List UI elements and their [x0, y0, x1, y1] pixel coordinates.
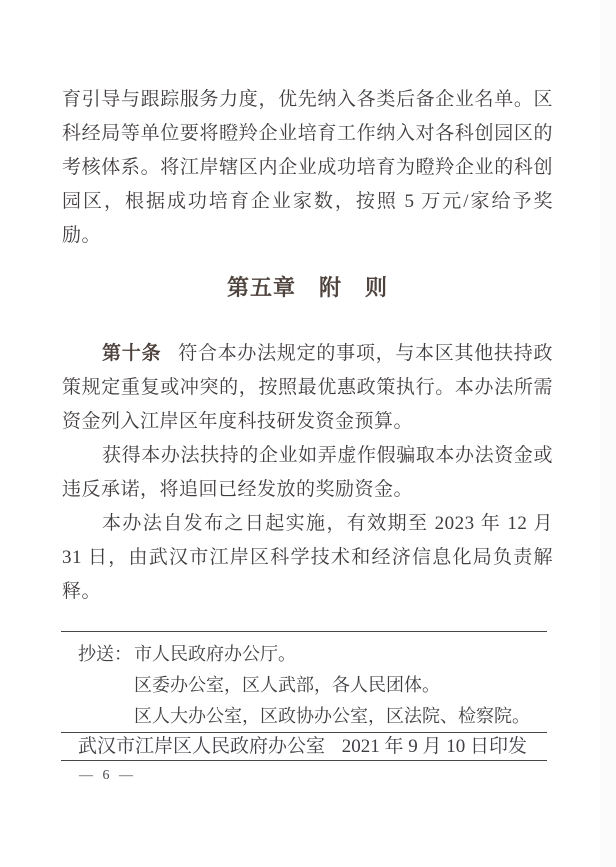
scan-edge: [600, 0, 616, 867]
issuing-office: 武汉市江岸区人民政府办公室: [78, 736, 326, 757]
footer-rule-bottom: [61, 760, 547, 761]
document-body: [62, 83, 553, 609]
cc-label: 抄送：: [78, 644, 132, 664]
cc-line-3: 区人大办公室，区政协办公室，区法院、检察院。: [134, 706, 530, 726]
chapter-heading: 第五章 附 则: [226, 275, 388, 300]
footer-rule-middle: [61, 732, 547, 733]
page-number: — 6 —: [79, 768, 136, 783]
cc-block: [78, 639, 548, 732]
article-10-text: 符合本办法规定的事项，与本区其他扶持政策规定重复或冲突的，按照最优惠政策执行。本办法所需资金列入江岸区年度科技研发资金预算。: [62, 343, 553, 432]
issue-line: [78, 735, 527, 759]
cc-lines: [134, 639, 548, 732]
cc-line-1: 市人民政府办公厅。: [134, 644, 296, 664]
footer-rule-top: [61, 631, 547, 632]
paragraph-effective-date: 本办法自发布之日起实施，有效期至 2023 年 12 月 31 日，由武汉市江岸区科学技术和经济信息化局负责解释。: [62, 513, 553, 602]
paragraph-article-10: [62, 337, 553, 439]
paragraph-penalty: 获得本办法扶持的企业如弄虚作假骗取本办法资金或违反承诺，将追回已经发放的奖励资金。: [62, 445, 553, 500]
cc-line-2: 区委办公室，区人武部，各人民团体。: [134, 675, 440, 695]
print-date: 2021 年 9 月 10 日印发: [341, 736, 527, 757]
article-10-label: 第十条: [102, 343, 162, 364]
paragraph-continuation: 育引导与跟踪服务力度，优先纳入各类后备企业名单。区科经局等单位要将瞪羚企业培育工作纳入对各科创园区的考核体系。将江岸辖区内企业成功培育为瞪羚企业的科创园区，根据成功培育企业家数，按照 5 万元/家给予奖励。: [62, 89, 553, 246]
